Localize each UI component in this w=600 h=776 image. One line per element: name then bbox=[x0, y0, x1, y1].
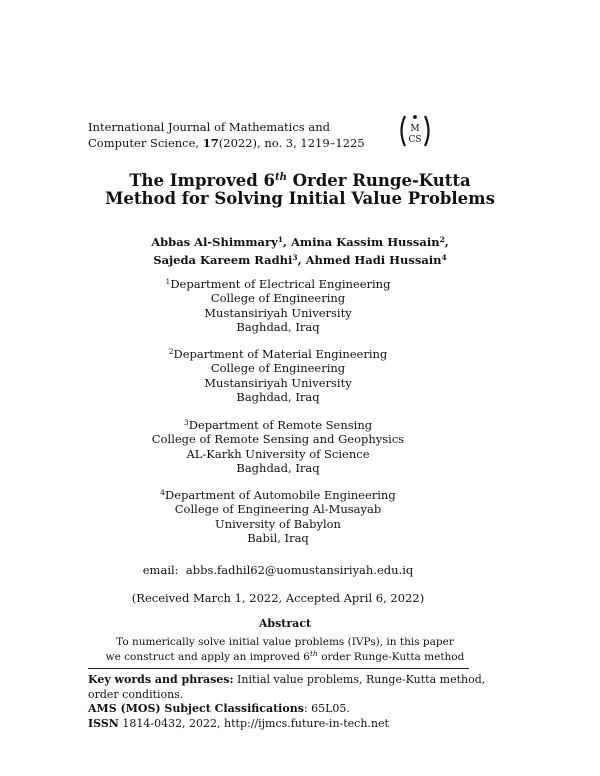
abstract-line-2-end: order Runge-Kutta method bbox=[317, 650, 465, 663]
ams-value: : 65L05. bbox=[303, 702, 350, 715]
ams-classification bbox=[88, 702, 488, 717]
affiliation-line: College of Engineering bbox=[210, 291, 346, 306]
affiliation-1 bbox=[0, 277, 556, 334]
author-name: Amina Kassim Hussain bbox=[290, 235, 440, 249]
affiliation-line: Department of Electrical Engineering bbox=[170, 277, 391, 291]
affiliation-mark: 4 bbox=[160, 488, 166, 497]
journal-citation-suffix: (2022), no. 3, 1219–1225 bbox=[218, 136, 365, 150]
contact-email bbox=[0, 563, 556, 577]
affiliation-line: Baghdad, Iraq bbox=[236, 460, 320, 475]
journal-header bbox=[88, 119, 365, 151]
affiliation-line: College of Engineering Al-Musayab bbox=[174, 502, 382, 517]
logo-letters-cs: CS bbox=[408, 135, 422, 145]
received-dates: (Received March 1, 2022, Accepted April 6, 2022) bbox=[131, 591, 425, 605]
keywords-line bbox=[88, 673, 488, 688]
affiliation-department bbox=[0, 277, 556, 291]
affiliation-4 bbox=[0, 488, 556, 545]
author-affil-mark: 3 bbox=[292, 253, 298, 262]
keywords-value: Initial value problems, Runge-Kutta method, bbox=[233, 673, 486, 686]
email-address[interactable]: abbs.fadhil62@uomustansiriyah.edu.iq bbox=[185, 563, 414, 577]
author-affil-mark: 4 bbox=[441, 253, 447, 262]
affiliation-3 bbox=[0, 418, 556, 475]
affiliation-department bbox=[0, 347, 556, 361]
abstract-heading: Abstract bbox=[258, 617, 312, 630]
author-affil-mark: 1 bbox=[277, 235, 283, 244]
affiliation-2 bbox=[0, 347, 556, 404]
author-name: Ahmed Hadi Hussain bbox=[305, 253, 442, 267]
logo-letter-m: M bbox=[410, 124, 420, 134]
author-name: Sajeda Kareem Radhi bbox=[153, 253, 293, 267]
author-list bbox=[0, 233, 600, 269]
journal-logo bbox=[397, 113, 433, 149]
author-line-1 bbox=[0, 233, 600, 251]
footnote-rule bbox=[88, 668, 469, 669]
affiliation-line: Mustansiriyah University bbox=[204, 305, 352, 320]
author-name: Abbas Al-Shimmary bbox=[151, 235, 278, 249]
footnotes bbox=[88, 673, 488, 731]
title-line-1 bbox=[0, 172, 600, 190]
affiliation-line: AL-Karkh University of Science bbox=[186, 446, 370, 461]
issn-label: ISSN bbox=[88, 716, 119, 730]
affiliation-line: Mustansiriyah University bbox=[204, 375, 352, 390]
affiliation-line: Baghdad, Iraq bbox=[236, 389, 320, 404]
affiliation-line: College of Engineering bbox=[210, 361, 346, 376]
abstract-superscript: th bbox=[310, 648, 318, 658]
abstract-line-2-start: we construct and apply an improved 6 bbox=[105, 650, 310, 663]
affiliation-line: Department of Material Engineering bbox=[173, 347, 388, 361]
abstract-text bbox=[0, 635, 570, 664]
affiliation-line: University of Babylon bbox=[215, 516, 341, 531]
affiliation-line: Department of Remote Sensing bbox=[188, 418, 373, 432]
author-affil-mark: 2 bbox=[439, 235, 445, 244]
author-separator: , bbox=[444, 235, 449, 249]
affiliation-mark: 1 bbox=[165, 277, 171, 286]
keywords-label: Key words and phrases: bbox=[88, 673, 234, 686]
email-label: email: bbox=[142, 563, 179, 577]
paper-title bbox=[0, 172, 600, 208]
affiliation-line: Department of Automobile Engineering bbox=[165, 488, 396, 502]
journal-name-line: International Journal of Mathematics and bbox=[88, 120, 330, 134]
author-separator: , bbox=[297, 253, 306, 267]
affiliation-mark: 3 bbox=[183, 418, 189, 427]
affiliation-line: Babil, Iraq bbox=[247, 530, 309, 545]
issn-line bbox=[88, 717, 488, 732]
title-line-2: Method for Solving Initial Value Problems bbox=[105, 189, 495, 208]
author-separator: , bbox=[282, 235, 291, 249]
title-line-1-end: Order Runge-Kutta bbox=[286, 171, 471, 190]
affiliation-mark: 2 bbox=[168, 347, 174, 356]
issn-value: 1814-0432, 2022, http://ijmcs.future-in-tech.net bbox=[118, 716, 389, 730]
affiliation-department bbox=[0, 418, 556, 432]
affiliation-line: College of Remote Sensing and Geophysics bbox=[151, 432, 405, 447]
title-superscript: th bbox=[275, 172, 287, 183]
author-line-2 bbox=[0, 251, 600, 269]
affiliation-department bbox=[0, 488, 556, 502]
journal-volume: 17 bbox=[202, 136, 219, 150]
abstract-line-2 bbox=[0, 650, 570, 665]
keywords-continuation: order conditions. bbox=[88, 687, 184, 701]
abstract-line-1: To numerically solve initial value problems (IVPs), in this paper bbox=[116, 636, 454, 648]
journal-citation-line bbox=[88, 135, 365, 151]
title-line-1-start: The Improved 6 bbox=[129, 171, 276, 190]
affiliation-line: Baghdad, Iraq bbox=[236, 319, 320, 334]
journal-citation-prefix: Computer Science, bbox=[88, 136, 203, 150]
journal-logo-graphic bbox=[397, 113, 433, 149]
ams-label: AMS (MOS) Subject Classifications bbox=[88, 702, 304, 715]
